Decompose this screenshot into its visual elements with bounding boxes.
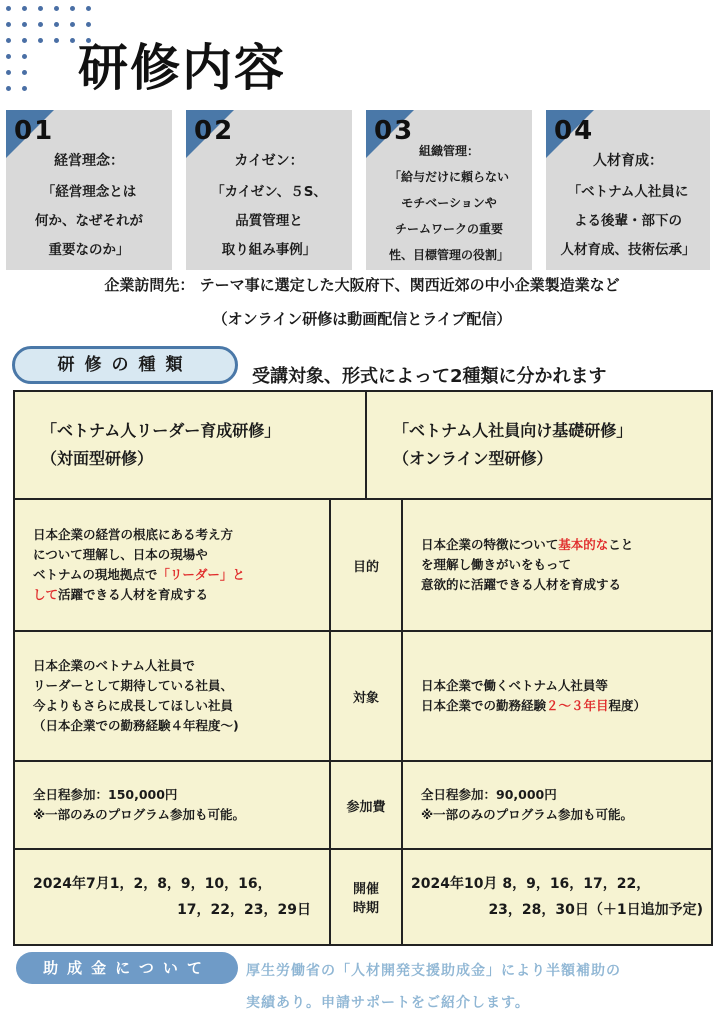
- basic-training-header: [366, 391, 712, 499]
- basic-target-cell: [402, 631, 712, 761]
- row-label-schedule: [330, 849, 402, 945]
- cell-line: 意欲的に活躍できる人材を育成する: [421, 577, 622, 592]
- cell-line: 全日程参加：150,000円: [33, 787, 178, 802]
- cell-line: 日本企業のベトナム人社員で: [33, 658, 195, 673]
- dot: [6, 54, 11, 59]
- dot: [6, 70, 11, 75]
- card-title: カイゼン：: [234, 153, 304, 169]
- dot: [38, 22, 43, 27]
- leader-fee-cell: [14, 761, 330, 849]
- cell-line: 23，28，30日（＋1日追加予定): [488, 902, 704, 918]
- card-number: 01: [14, 116, 55, 146]
- card-desc-line: 「経営理念とは: [41, 184, 137, 200]
- card-desc-line: 重要なのか」: [48, 242, 130, 258]
- basic-schedule-cell: [402, 849, 712, 945]
- training-types-badge: 研修の種類: [12, 346, 238, 384]
- row-label-fee: 参加費: [330, 761, 402, 849]
- card-desc-line: 性、目標管理の役割」: [388, 248, 509, 262]
- cell-line: 全日程参加：90,000円: [421, 787, 557, 802]
- header-format: （対面型研修）: [41, 449, 154, 468]
- highlight-text: ２～３年目: [546, 698, 609, 713]
- card-description: [190, 178, 348, 265]
- cell-line: 17，22，23，29日: [177, 902, 311, 918]
- cell-text: 日本企業の特徴について: [421, 537, 559, 552]
- cell-line: 2024年7月1，2，8，9，10，16，: [33, 876, 272, 892]
- topic-card-01: [6, 110, 172, 270]
- dot: [22, 54, 27, 59]
- table-row-target: [14, 631, 712, 761]
- dot: [54, 22, 59, 27]
- cell-text: 日本企業での勤務経験: [421, 698, 547, 713]
- page-title: 研修内容: [78, 39, 286, 97]
- label-line: 時期: [353, 901, 380, 916]
- leader-target-cell: [14, 631, 330, 761]
- company-visit-line: 企業訪問先： テーマ事に選定した大阪府下、関西近郊の中小企業製造業など: [104, 276, 620, 294]
- dot: [38, 38, 43, 43]
- topic-card-03: [366, 110, 532, 270]
- dot: [38, 6, 43, 11]
- dot: [86, 22, 91, 27]
- leader-training-header: [14, 391, 366, 499]
- dot: [6, 6, 11, 11]
- card-number: 03: [374, 116, 415, 146]
- highlight-text: 「リーダー」と: [157, 567, 245, 582]
- cell-line: 今よりもさらに成長してほしい社員: [33, 698, 234, 713]
- header-title: 「ベトナム人リーダー育成研修」: [41, 421, 281, 440]
- card-desc-line: よる後輩・部下の: [574, 213, 682, 229]
- card-desc-line: チームワークの重要: [394, 222, 503, 236]
- card-desc-line: モチベーションや: [401, 196, 497, 210]
- basic-fee-cell: [402, 761, 712, 849]
- header-format: （オンライン型研修）: [393, 449, 553, 468]
- card-description: [370, 164, 528, 268]
- cell-text: 活躍できる人材を育成する: [58, 587, 209, 602]
- subsidy-badge: 助成金について: [16, 952, 238, 984]
- dot: [22, 86, 27, 91]
- table-header-row: [14, 391, 712, 499]
- cell-line: リーダーとして期待している社員、: [33, 678, 234, 693]
- dot: [70, 22, 75, 27]
- training-types-note: 受講対象、形式によって2種類に分かれます: [252, 366, 607, 387]
- cell-line: ※一部のみのプログラム参加も可能。: [421, 807, 634, 822]
- cell-line: [421, 696, 693, 716]
- cell-text: ベトナムの現地拠点で: [33, 567, 158, 582]
- card-number: 04: [554, 116, 595, 146]
- dot: [22, 38, 27, 43]
- cell-line: ※一部のみのプログラム参加も可能。: [33, 807, 246, 822]
- dot: [54, 38, 59, 43]
- dot: [86, 6, 91, 11]
- dot: [6, 86, 11, 91]
- leader-purpose-cell: [14, 499, 330, 631]
- online-note-line: （オンライン研修は動画配信とライブ配信）: [212, 310, 512, 328]
- topic-card-04: [546, 110, 710, 270]
- cell-text: こと: [608, 537, 634, 552]
- dot: [70, 6, 75, 11]
- cell-text: 程度）: [608, 698, 647, 713]
- cell-line: [33, 585, 311, 605]
- subsidy-text-line2: 実績あり。申請サポートをご紹介します。: [246, 995, 530, 1011]
- highlight-text: して: [33, 587, 59, 602]
- cell-line: について理解し、日本の現場や: [33, 547, 208, 562]
- cell-line: [421, 535, 693, 555]
- dot: [22, 70, 27, 75]
- card-desc-line: 人材育成、技術伝承」: [560, 242, 696, 258]
- table-row-fee: [14, 761, 712, 849]
- dot: [54, 6, 59, 11]
- dot: [6, 22, 11, 27]
- card-desc-line: 「ベトナム人社員に: [567, 184, 689, 200]
- cell-line: 2024年10月 8，9，16，17，22，: [411, 876, 651, 892]
- basic-purpose-cell: [402, 499, 712, 631]
- cell-line: [33, 565, 311, 585]
- dot: [22, 22, 27, 27]
- dot: [6, 38, 11, 43]
- card-number: 02: [194, 116, 235, 146]
- card-description: [10, 178, 168, 265]
- card-description: [550, 178, 706, 265]
- row-label-purpose: 目的: [330, 499, 402, 631]
- cell-line: 日本企業で働くベトナム人社員等: [421, 678, 608, 693]
- dot: [70, 38, 75, 43]
- card-title: 組織管理：: [418, 144, 479, 158]
- card-desc-line: 取り組み事例」: [221, 242, 317, 258]
- cell-line: 日本企業の経営の根底にある考え方: [33, 527, 234, 542]
- label-line: 開催: [353, 882, 380, 897]
- card-desc-line: 何か、なぜそれが: [35, 213, 143, 229]
- topic-card-02: [186, 110, 352, 270]
- card-desc-line: 品質管理と: [235, 213, 303, 229]
- card-title: 経営理念：: [54, 153, 124, 169]
- dot: [22, 6, 27, 11]
- cell-line: を理解し働きがいをもって: [421, 557, 572, 572]
- header-title: 「ベトナム人社員向け基礎研修」: [393, 421, 633, 440]
- card-title: 人材育成：: [593, 153, 663, 169]
- card-desc-line: 「給与だけに頼らない: [388, 170, 509, 184]
- table-row-schedule: [14, 849, 712, 945]
- training-comparison-table: [13, 390, 713, 946]
- subsidy-text-line1: 厚生労働省の「人材開発支援助成金」により半額補助の: [246, 963, 621, 979]
- table-row-purpose: [14, 499, 712, 631]
- leader-schedule-cell: [14, 849, 330, 945]
- cell-line: （日本企業での勤務経験４年程度～): [33, 718, 239, 733]
- highlight-text: 基本的な: [558, 537, 609, 552]
- row-label-target: 対象: [330, 631, 402, 761]
- card-desc-line: 「カイゼン、５S、: [211, 184, 327, 200]
